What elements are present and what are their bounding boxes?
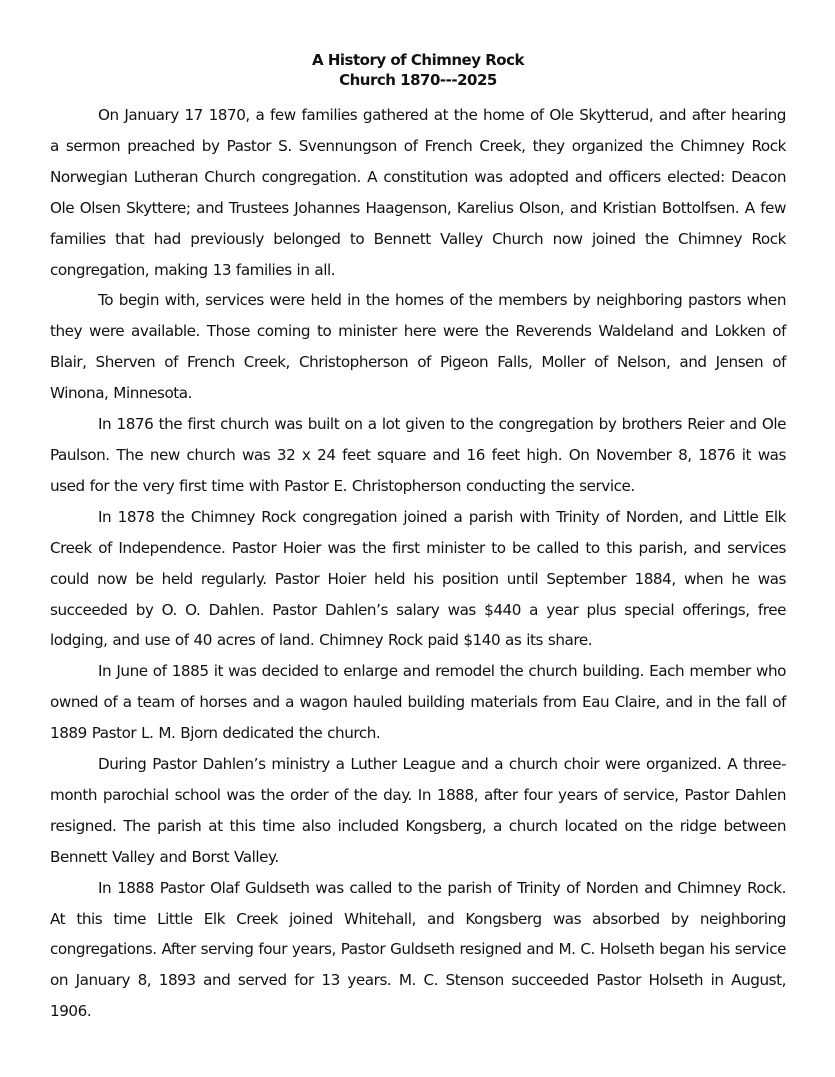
paragraph-remodel-1885: In June of 1885 it was decided to enlarge and remodel the church building. Each member who owned of a team of horses and a wagon hauled building materials from Eau Claire, and in the fall of 1889 Pastor L. M. Bjorn dedicated the church.	[50, 662, 786, 743]
title-line-2: Church 1870---2025	[339, 71, 497, 89]
paragraph-guldseth-1888: In 1888 Pastor Olaf Guldseth was called to the parish of Trinity of Norden and Chimney Rock. At this time Little Elk Creek joined Whitehall, and Kongsberg was absorbed by neighboring congregations. After serving four years, Pastor Guldseth resigned and M. C. Holseth began his service on January 8, 1893 and served for 13 years. M. C. Stenson succeeded Pastor Holseth in August, 1906.	[50, 878, 786, 1021]
paragraph-parish-1878: In 1878 the Chimney Rock congregation joined a parish with Trinity of Norden, and Little Elk Creek of Independence. Pastor Hoier was the first minister to be called to this parish, and services could now be held regularly. Pastor Hoier held his position until September 1884, when he was succeeded by O. O. Dahlen. Pastor Dahlen’s salary was $440 a year plus special offerings, free lodging, and use of 40 acres of land. Chimney Rock paid $140 as its share.	[50, 507, 786, 650]
title-line-1: A History of Chimney Rock	[312, 51, 524, 69]
paragraph-first-church: In 1876 the first church was built on a lot given to the congregation by brothers Reier and Ole Paulson. The new church was 32 x 24 feet square and 16 feet high. On November 8, 1876 it was used for the very first time with Pastor E. Christopherson conducting the service.	[50, 415, 786, 495]
paragraph-founding: On January 17 1870, a few families gathered at the home of Ole Skytterud, and after hearing a sermon preached by Pastor S. Svennungson of French Creek, they organized the Chimney Rock Norwegian Lutheran Church congregation. A constitution was adopted and officers elected: Deacon Ole Olsen Skyttere; and Trustees Johannes Haagenson, Karelius Olson, and Kristian Bottolfsen. A few families that had previously belonged to Bennett Valley Church now joined the Chimney Rock congregation, making 13 families in all.	[50, 106, 786, 279]
paragraph-early-services: To begin with, services were held in the homes of the members by neighboring pastors when they were available. Those coming to minister here were the Reverends Waldeland and Lokken of Blair, Sherven of French Creek, Christopherson of Pigeon Falls, Moller of Nelson, and Jensen of Winona, Minnesota.	[50, 291, 786, 403]
document-page	[50, 50, 786, 1027]
paragraph-dahlen-ministry: During Pastor Dahlen’s ministry a Luther League and a church choir were organized. A three-month parochial school was the order of the day. In 1888, after four years of service, Pastor Dahlen resigned. The parish at this time also included Kongsberg, a church located on the ridge between Bennett Valley and Borst Valley.	[50, 755, 786, 866]
document-title	[50, 50, 786, 90]
document-body	[50, 100, 786, 1027]
